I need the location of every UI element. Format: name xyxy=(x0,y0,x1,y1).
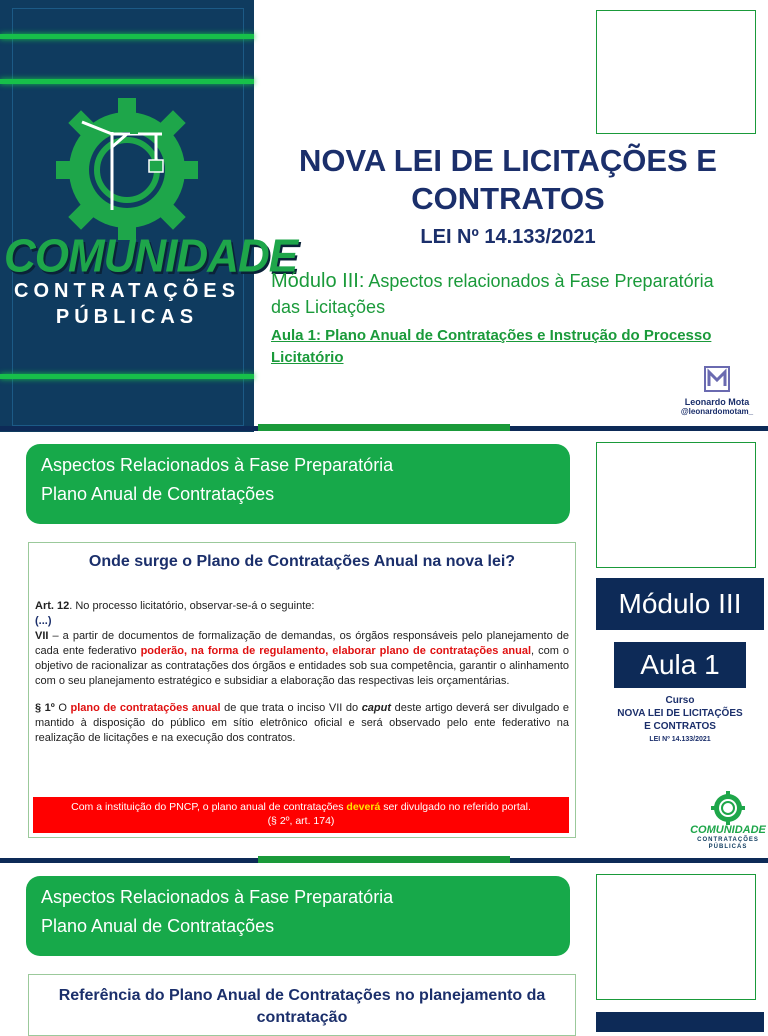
module-label: Módulo III: xyxy=(271,270,365,292)
small-gear-icon xyxy=(710,790,746,826)
question-title: Onde surge o Plano de Contratações Anual na nova lei? xyxy=(88,553,516,570)
section-header xyxy=(26,444,570,524)
course-name-2: E CONTRATOS xyxy=(644,721,716,732)
article-line: Art. 12. No processo licitatório, observar-se-á o seguinte: xyxy=(35,600,315,612)
small-logo-line2: CONTRATAÇÕES xyxy=(697,837,759,843)
course-title: NOVA LEI DE LICITAÇÕES E CONTRATOS xyxy=(299,143,717,216)
section-header xyxy=(26,876,570,956)
lesson-badge: Aula 1 xyxy=(614,642,746,688)
slide-divider-accent xyxy=(258,856,510,863)
small-logo-line3: PÚBLICAS xyxy=(708,844,748,850)
content-box xyxy=(28,542,576,838)
photo-placeholder xyxy=(596,10,756,134)
law-number: LEI Nº 14.133/2021 xyxy=(420,226,596,248)
author-brand xyxy=(672,366,762,416)
gear-crane-icon xyxy=(52,92,202,242)
ellipsis: (...) xyxy=(35,615,52,627)
section-header-line1: Aspectos Relacionados à Fase Preparatória xyxy=(41,455,394,475)
course-name-1: NOVA LEI DE LICITAÇÕES xyxy=(617,708,743,719)
small-logo xyxy=(690,790,766,852)
law-text xyxy=(35,599,569,746)
author-logo-icon xyxy=(703,366,731,392)
course-info xyxy=(596,694,764,746)
logo-word-publicas: PÚBLICAS xyxy=(55,306,199,328)
inciso-vii: VII – a partir de documentos de formalização de demandas, os órgãos responsáveis pelo planejamento de cada ente federativo poderão, na forma de regulamento, elaborar plano de contratações anual, com o objetivo de racionalizar as contratações dos órgãos e entidades sob sua competência, garantir o alinhamento com o seu planejamento estratégico e subsidiar a elaboração das respectivas leis orçamentárias. xyxy=(35,630,569,687)
module-badge-partial xyxy=(596,1012,764,1032)
question-title: Referência do Plano Anual de Contratações no planejamento da contratação xyxy=(58,987,546,1026)
course-label: Curso xyxy=(665,695,695,706)
lesson-link[interactable]: Aula 1: Plano Anual de Contratações e Instrução do Processo Licitatório xyxy=(271,327,712,366)
photo-placeholder xyxy=(596,874,756,1000)
slide-divider-accent xyxy=(258,424,510,431)
photo-placeholder xyxy=(596,442,756,568)
course-law: LEI Nº 14.133/2021 xyxy=(649,736,711,743)
module-description xyxy=(271,268,741,320)
small-logo-word: COMUNIDADE xyxy=(690,824,766,836)
section-header-line1: Aspectos Relacionados à Fase Preparatória xyxy=(41,887,394,907)
alert-reference: (§ 2º, art. 174) xyxy=(267,815,335,827)
paragraph-1: § 1º O plano de contratações anual de que trata o inciso VII do caput deste artigo deverá ser divulgado e mantido à disposição do público em sítio eletrônico oficial e será observado pelo ente federativo na realização de licitações e na execução dos contratos. xyxy=(35,702,569,744)
logo-word-contratacoes: CONTRATAÇÕES xyxy=(14,280,240,302)
pncp-alert: Com a instituição do PNCP, o plano anual de contratações deverá ser divulgado no referido portal. (§ 2º, art. 174) xyxy=(33,797,569,833)
module-text: Aspectos relacionados à Fase Preparatória das Licitações xyxy=(271,271,714,317)
module-badge: Módulo III xyxy=(596,578,764,630)
author-handle: @leonardomotam_ xyxy=(680,407,754,416)
section-header-line2: Plano Anual de Contratações xyxy=(41,916,275,936)
section-header-line2: Plano Anual de Contratações xyxy=(41,484,275,504)
logo-panel xyxy=(0,0,298,432)
content-box xyxy=(28,974,576,1036)
logo-word-comunidade: COMUNIDADE xyxy=(4,230,298,283)
author-name: Leonardo Mota xyxy=(684,397,750,407)
